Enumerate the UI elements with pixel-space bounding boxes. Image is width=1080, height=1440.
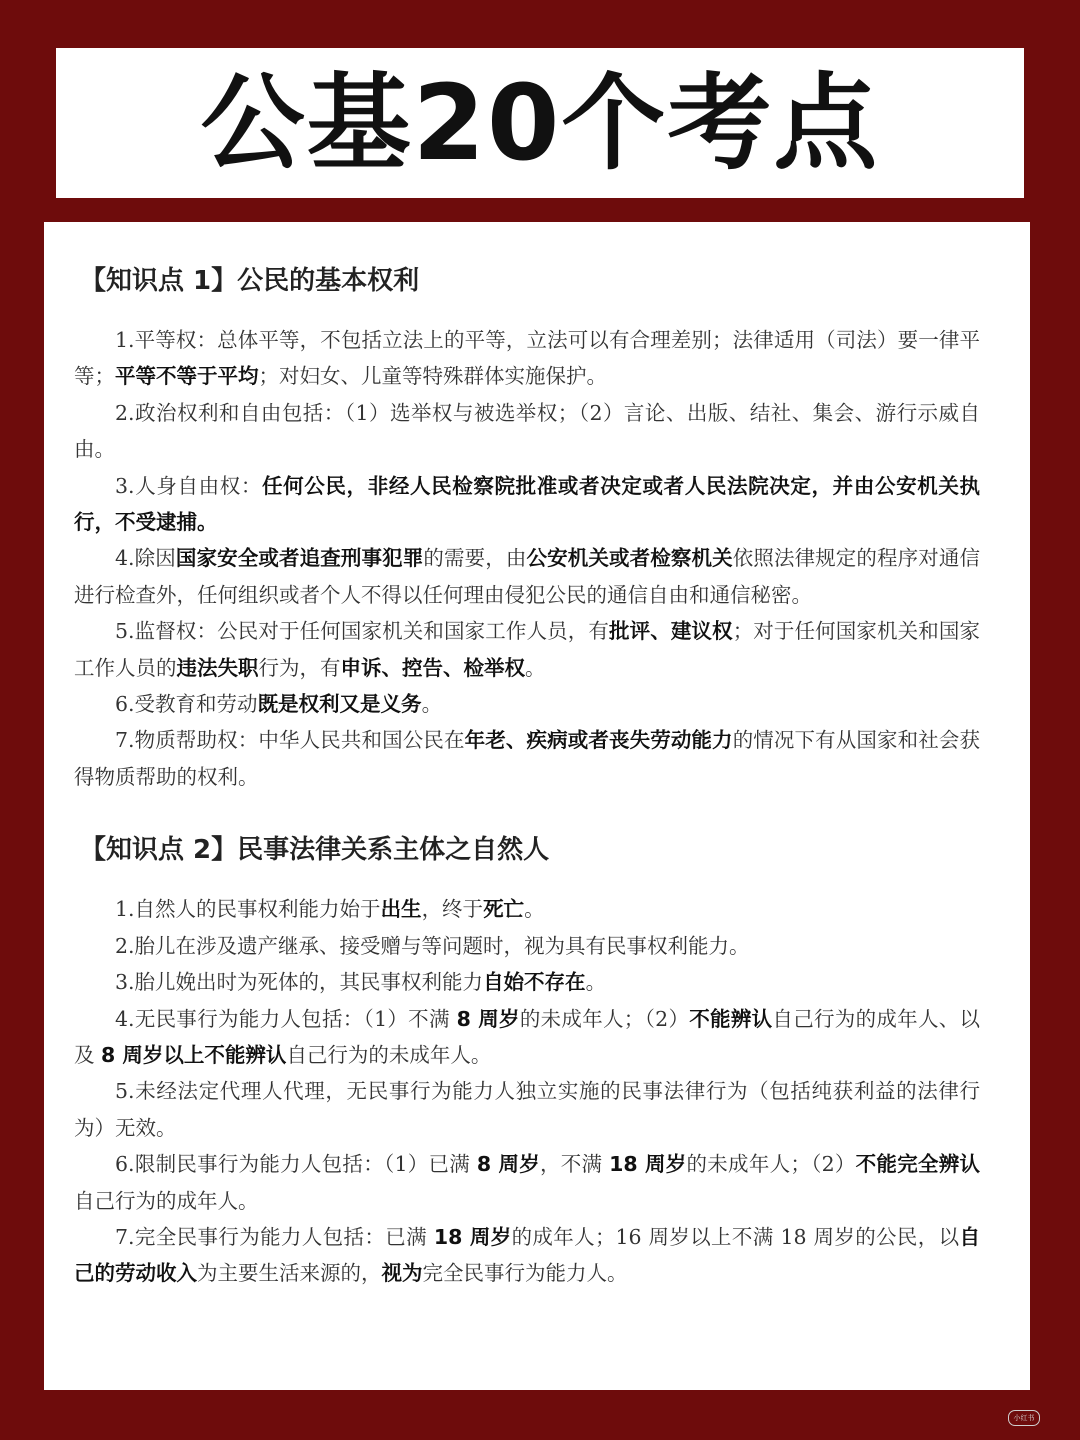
list-item xyxy=(74,722,980,795)
emphasis-text: 死亡 xyxy=(483,897,525,922)
header-banner xyxy=(56,48,1024,198)
emphasis-text: 违法失职 xyxy=(176,655,259,680)
list-item xyxy=(74,540,980,613)
body-text: 的成年人；16 周岁以上不满 18 周岁的公民，以 xyxy=(511,1224,960,1249)
page-title: 公基20个考点 xyxy=(200,62,880,184)
list-item xyxy=(74,1073,980,1146)
section-items xyxy=(74,322,980,795)
body-text: 5.未经法定代理人代理，无民事行为能力人独立实施的民事法律行为（包括纯获利益的法律行为）无效。 xyxy=(74,1079,980,1140)
watermark-logo: 小红书 xyxy=(1008,1410,1040,1426)
body-text: 1.平等权：总体平等，不包括立法上的平等，立法可以有合理差别；法律适用（司法）要一律平等； xyxy=(74,328,980,389)
body-text: 。 xyxy=(525,655,546,680)
body-text: 3.胎儿娩出时为死体的，其民事权利能力 xyxy=(115,970,484,995)
emphasis-text: 8 周岁 xyxy=(456,1006,520,1031)
body-text: 行为，有 xyxy=(258,655,341,680)
emphasis-text: 视为 xyxy=(381,1261,423,1286)
body-text: 为主要生活来源的， xyxy=(197,1261,382,1286)
body-text: 完全民事行为能力人。 xyxy=(422,1261,628,1286)
document-body xyxy=(44,222,1030,1390)
body-text: 6.限制民事行为能力人包括：（1）已满 xyxy=(115,1152,477,1177)
section-items xyxy=(74,891,980,1291)
body-text: 自己行为的成年人、以及 xyxy=(74,1006,981,1067)
list-item xyxy=(74,468,980,541)
body-text: 依照法律规定的程序对通信进行检查外，任何组织或者个人不得以任何理由侵犯公民的通信自由和通信秘密。 xyxy=(74,546,981,607)
body-text: 的未成年人；（2） xyxy=(686,1152,856,1177)
body-text: 。 xyxy=(524,897,545,922)
section-title: 【知识点 2】民事法律关系主体之自然人 xyxy=(80,835,550,866)
body-text: ，终于 xyxy=(421,897,484,922)
body-text: 。 xyxy=(585,970,607,995)
body-text: ；对妇女、儿童等特殊群体实施保护。 xyxy=(258,364,607,389)
list-item xyxy=(74,928,980,964)
emphasis-text: 不能辨认 xyxy=(689,1006,773,1031)
body-text: 的需要，由 xyxy=(423,546,527,571)
emphasis-text: 公安机关或者检察机关 xyxy=(526,546,733,571)
body-text: 自己行为的成年人。 xyxy=(74,1188,259,1213)
emphasis-text: 年老、疾病或者丧失劳动能力 xyxy=(464,728,733,753)
body-text: 4.除因 xyxy=(115,546,176,571)
body-text: 7.完全民事行为能力人包括：已满 xyxy=(115,1224,434,1249)
list-item xyxy=(74,891,980,927)
emphasis-text: 8 周岁以上不能辨认 xyxy=(101,1042,287,1067)
body-text: 的未成年人；（2） xyxy=(519,1006,690,1031)
list-item xyxy=(74,1001,980,1074)
emphasis-text: 出生 xyxy=(380,897,422,922)
body-text: ，不满 xyxy=(540,1152,610,1177)
body-text: 2.胎儿在涉及遗产继承、接受赠与等问题时，视为具有民事权利能力。 xyxy=(115,933,750,958)
emphasis-text: 既是权利又是义务 xyxy=(257,692,422,717)
emphasis-text: 平等不等于平均 xyxy=(115,364,259,389)
emphasis-text: 国家安全或者追查刑事犯罪 xyxy=(175,546,424,571)
list-item xyxy=(74,964,980,1000)
body-text: 6.受教育和劳动 xyxy=(115,692,258,717)
body-text: 4.无民事行为能力人包括：（1）不满 xyxy=(115,1006,457,1031)
body-text: 1.自然人的民事权利能力始于 xyxy=(115,897,381,922)
emphasis-text: 申诉、控告、检举权 xyxy=(340,655,525,680)
body-text: 自己行为的未成年人。 xyxy=(286,1042,492,1067)
list-item xyxy=(74,1146,980,1219)
body-text: 2.政治权利和自由包括：（1）选举权与被选举权；（2）言论、出版、结社、集会、游行示威自由。 xyxy=(74,400,980,462)
emphasis-text: 18 周岁 xyxy=(433,1224,512,1249)
body-text: 的情况下有从国家和社会获得物质帮助的权利。 xyxy=(74,728,981,789)
list-item xyxy=(74,686,980,722)
emphasis-text: 自己的劳动收入 xyxy=(74,1224,980,1286)
emphasis-text: 批评、建议权 xyxy=(608,619,733,644)
list-item xyxy=(74,613,980,686)
emphasis-text: 8 周岁 xyxy=(476,1152,541,1177)
emphasis-text: 18 周岁 xyxy=(609,1152,687,1177)
list-item xyxy=(74,1219,980,1292)
emphasis-text: 不能完全辨认 xyxy=(855,1152,980,1177)
body-text: 5.监督权：公民对于任何国家机关和国家工作人员，有 xyxy=(115,619,609,644)
list-item xyxy=(74,322,980,395)
body-text: ；对于任何国家机关和国家工作人员的 xyxy=(74,619,981,680)
body-text: 。 xyxy=(421,692,443,717)
emphasis-text: 任何公民，非经人民检察院批准或者决定或者人民法院决定，并由公安机关执行，不受逮捕。 xyxy=(74,473,980,535)
body-text: 7.物质帮助权：中华人民共和国公民在 xyxy=(115,728,465,753)
list-item xyxy=(74,395,980,468)
body-text: 3.人身自由权： xyxy=(115,473,263,498)
section-title: 【知识点 1】公民的基本权利 xyxy=(80,266,420,296)
emphasis-text: 自始不存在 xyxy=(483,970,586,995)
